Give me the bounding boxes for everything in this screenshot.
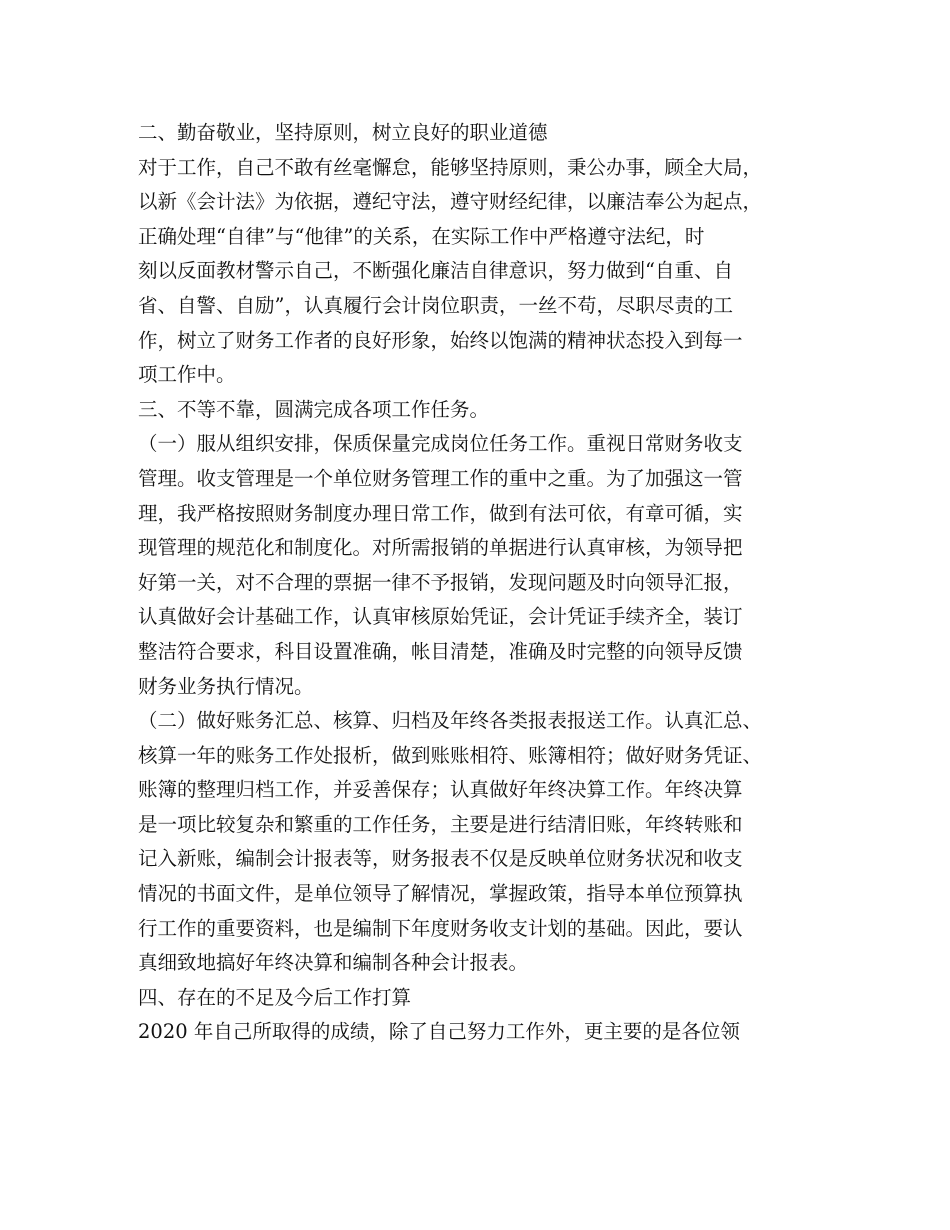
paragraph-line: 真细致地搞好年终决算和编制各种会计报表。 [138,951,529,975]
paragraph-line: 理，我严格按照财务制度办理日常工作，做到有法可依，有章可循，实 [138,501,743,525]
paragraph-line: 好第一关，对不合理的票据一律不予报销，发现问题及时向领导汇报， [138,570,743,594]
paragraph-line: 核算一年的账务工作处报析，做到账账相符、账簿相符；做好财务凭证、 [138,743,763,767]
paragraph-line: 情况的书面文件，是单位领导了解情况，掌握政策，指导本单位预算执 [138,882,743,906]
subsection-1-line: （一）服从组织安排，保质保量完成岗位任务工作。重视日常财务收支 [138,432,743,456]
paragraph-line: 行工作的重要资料，也是编制下年度财务收支计划的基础。因此，要认 [138,916,743,940]
paragraph-line: 省、自警、自励”，认真履行会计岗位职责，一丝不苟，尽职尽责的工 [138,293,733,317]
paragraph-line: 对于工作，自己不敢有丝毫懈怠，能够坚持原则，秉公办事，顾全大局， [138,155,763,179]
paragraph-line: 整洁符合要求，科目设置准确，帐目清楚，准确及时完整的向领导反馈 [138,639,743,663]
paragraph-line: 2020 年自己所取得的成绩，除了自己努力工作外，更主要的是各位领 [138,1020,740,1044]
paragraph-line: 账簿的整理归档工作，并妥善保存；认真做好年终决算工作。年终决算 [138,778,743,802]
document-body [138,116,838,1050]
paragraph-line: 管理。收支管理是一个单位财务管理工作的重中之重。为了加强这一管 [138,466,743,490]
paragraph-line: 现管理的规范化和制度化。对所需报销的单据进行认真审核，为领导把 [138,536,743,560]
paragraph-line: 记入新账，编制会计报表等，财务报表不仅是反映单位财务状况和收支 [138,847,743,871]
paragraph-line: 认真做好会计基础工作，认真审核原始凭证，会计凭证手续齐全，装订 [138,605,743,629]
section-heading-4: 四、存在的不足及今后工作打算 [138,985,412,1009]
section-heading-3: 三、不等不靠，圆满完成各项工作任务。 [138,397,490,421]
paragraph-line: 正确处理“自律”与“他律”的关系，在实际工作中严格遵守法纪，时 [138,224,705,248]
subsection-2-line: （二）做好账务汇总、核算、归档及年终各类报表报送工作。认真汇总、 [138,709,763,733]
paragraph-line: 以新《会计法》为依据，遵纪守法，遵守财经纪律，以廉洁奉公为起点， [138,190,763,214]
paragraph-line: 作，树立了财务工作者的良好形象，始终以饱满的精神状态投入到每一 [138,328,743,352]
section-heading-2: 二、勤奋敬业，坚持原则，树立良好的职业道德 [138,121,548,144]
paragraph-line: 刻以反面教材警示自己，不断强化廉洁自律意识，努力做到“自重、自 [138,259,733,283]
paragraph-line: 财务业务执行情况。 [138,674,314,698]
paragraph-line: 项工作中。 [138,363,236,387]
paragraph-line: 是一项比较复杂和繁重的工作任务，主要是进行结清旧账，年终转账和 [138,812,743,836]
